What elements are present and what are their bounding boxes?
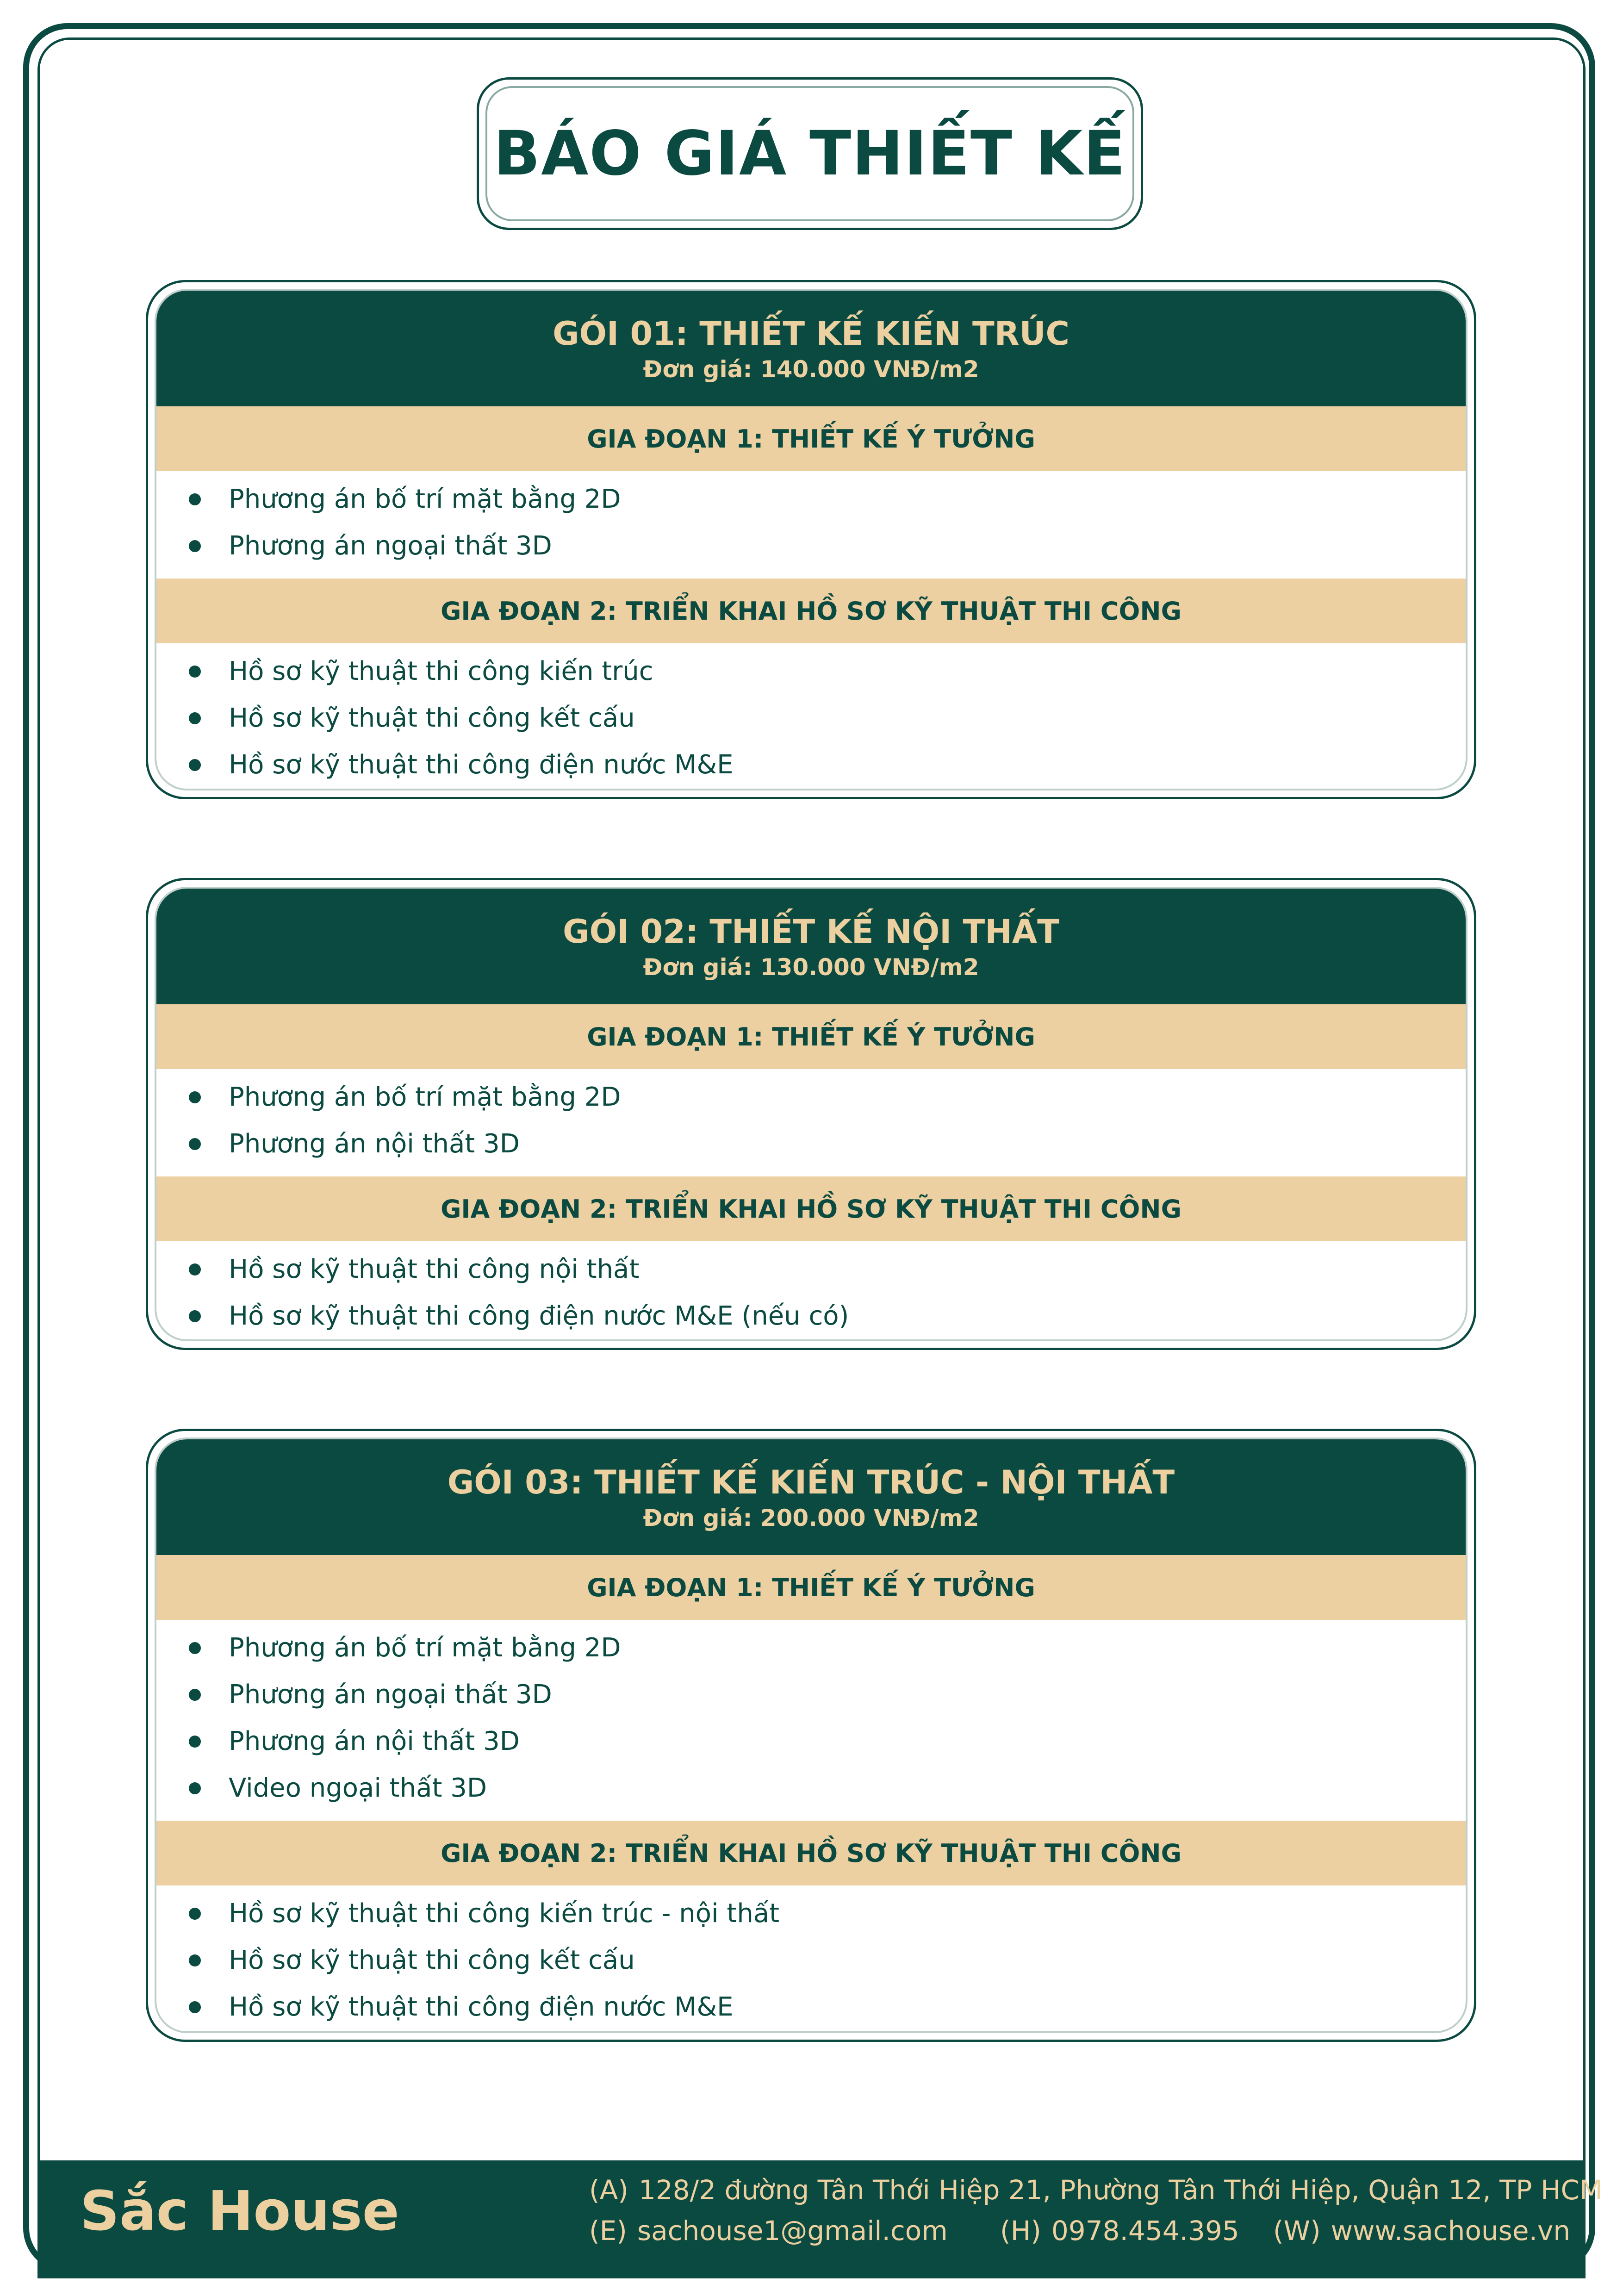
stage-1-items bbox=[156, 471, 1466, 579]
footer-phone bbox=[1000, 2215, 1239, 2246]
package-2 bbox=[146, 878, 1476, 1350]
page-title: BÁO GIÁ THIẾT KẾ bbox=[493, 118, 1126, 189]
stage-1-bar bbox=[156, 1555, 1466, 1620]
footer bbox=[37, 2160, 1603, 2278]
list-item bbox=[156, 476, 1466, 523]
footer-address bbox=[589, 2174, 1603, 2206]
address-text: 128/2 đường Tân Thới Hiệp 21, Phường Tân Thới Hiệp, Quận 12, TP HCM bbox=[638, 2174, 1603, 2206]
phone-label: (H) bbox=[1000, 2215, 1041, 2246]
web-label: (W) bbox=[1273, 2215, 1321, 2246]
list-item bbox=[156, 1624, 1466, 1671]
list-item bbox=[156, 1890, 1466, 1937]
footer-web bbox=[1273, 2215, 1570, 2246]
list-item bbox=[156, 1074, 1466, 1120]
list-item bbox=[156, 1984, 1466, 2030]
bullet-icon bbox=[189, 1091, 201, 1103]
stage-2-items bbox=[156, 643, 1466, 790]
bullet-icon bbox=[189, 1310, 201, 1322]
stage-2-title: GIA ĐOẠN 2: TRIỂN KHAI HỒ SƠ KỸ THUẬT THI CÔNG bbox=[441, 1194, 1181, 1224]
package-header bbox=[156, 1439, 1466, 1555]
list-item-text: Phương án bố trí mặt bằng 2D bbox=[229, 484, 621, 514]
package-header bbox=[156, 291, 1466, 406]
list-item bbox=[156, 1718, 1466, 1765]
footer-email bbox=[589, 2215, 948, 2246]
package-1-inner bbox=[155, 289, 1468, 790]
brand-name: Sắc House bbox=[80, 2179, 399, 2243]
bullet-icon bbox=[189, 1908, 201, 1920]
list-item-text: Phương án bố trí mặt bằng 2D bbox=[229, 1082, 621, 1112]
address-label: (A) bbox=[589, 2174, 628, 2206]
stage-2-items bbox=[156, 1241, 1466, 1341]
list-item bbox=[156, 1765, 1466, 1811]
list-item-text: Hồ sơ kỹ thuật thi công kiến trúc - nội thất bbox=[229, 1898, 780, 1929]
list-item-text: Phương án ngoại thất 3D bbox=[229, 531, 552, 561]
list-item-text: Hồ sơ kỹ thuật thi công điện nước M&E bbox=[229, 750, 734, 780]
stage-2-title: GIA ĐOẠN 2: TRIỂN KHAI HỒ SƠ KỸ THUẬT THI CÔNG bbox=[441, 1838, 1181, 1868]
list-item-text: Hồ sơ kỹ thuật thi công kết cấu bbox=[229, 703, 635, 733]
package-price: Đơn giá: 200.000 VNĐ/m2 bbox=[643, 1505, 979, 1531]
list-item bbox=[156, 648, 1466, 695]
stage-1-bar bbox=[156, 1004, 1466, 1069]
stage-1-title: GIA ĐOẠN 1: THIẾT KẾ Ý TƯỞNG bbox=[587, 1022, 1035, 1052]
phone-text[interactable]: 0978.454.395 bbox=[1051, 2215, 1239, 2246]
stage-2-bar bbox=[156, 1176, 1466, 1241]
package-price: Đơn giá: 140.000 VNĐ/m2 bbox=[643, 356, 979, 383]
list-item bbox=[156, 1293, 1466, 1339]
title-box bbox=[477, 77, 1143, 230]
stage-1-title: GIA ĐOẠN 1: THIẾT KẾ Ý TƯỞNG bbox=[587, 424, 1035, 454]
package-1 bbox=[146, 280, 1476, 799]
list-item-text: Hồ sơ kỹ thuật thi công điện nước M&E bbox=[229, 1992, 734, 2022]
web-text[interactable]: www.sachouse.vn bbox=[1331, 2215, 1571, 2246]
package-title: GÓI 03: THIẾT KẾ KIẾN TRÚC - NỘI THẤT bbox=[447, 1463, 1175, 1501]
bullet-icon bbox=[189, 712, 201, 724]
bullet-icon bbox=[189, 1736, 201, 1748]
list-item-text: Hồ sơ kỹ thuật thi công điện nước M&E (nếu có) bbox=[229, 1301, 849, 1331]
list-item-text: Hồ sơ kỹ thuật thi công kiến trúc bbox=[229, 656, 653, 686]
list-item bbox=[156, 1937, 1466, 1984]
package-price: Đơn giá: 130.000 VNĐ/m2 bbox=[643, 954, 979, 981]
stage-1-bar bbox=[156, 406, 1466, 471]
list-item-text: Phương án ngoại thất 3D bbox=[229, 1680, 552, 1710]
list-item-text: Phương án nội thất 3D bbox=[229, 1726, 520, 1756]
list-item-text: Hồ sơ kỹ thuật thi công kết cấu bbox=[229, 1945, 635, 1975]
package-title: GÓI 01: THIẾT KẾ KIẾN TRÚC bbox=[553, 315, 1070, 353]
list-item bbox=[156, 1671, 1466, 1718]
bullet-icon bbox=[189, 2001, 201, 2013]
list-item bbox=[156, 1246, 1466, 1293]
package-header bbox=[156, 889, 1466, 1004]
stage-1-items bbox=[156, 1069, 1466, 1176]
bullet-icon bbox=[189, 1263, 201, 1276]
package-2-inner bbox=[155, 887, 1468, 1341]
bullet-icon bbox=[189, 540, 201, 552]
bullet-icon bbox=[189, 666, 201, 678]
stage-1-items bbox=[156, 1620, 1466, 1821]
stage-1-title: GIA ĐOẠN 1: THIẾT KẾ Ý TƯỞNG bbox=[587, 1573, 1035, 1602]
list-item bbox=[156, 523, 1466, 569]
package-3-inner bbox=[155, 1437, 1468, 2033]
stage-2-bar bbox=[156, 1821, 1466, 1885]
stage-2-title: GIA ĐOẠN 2: TRIỂN KHAI HỒ SƠ KỸ THUẬT THI CÔNG bbox=[441, 596, 1181, 626]
bullet-icon bbox=[189, 1138, 201, 1150]
package-3 bbox=[146, 1429, 1476, 2042]
stage-2-items bbox=[156, 1885, 1466, 2033]
package-title: GÓI 02: THIẾT KẾ NỘI THẤT bbox=[563, 913, 1059, 951]
bullet-icon bbox=[189, 1954, 201, 1966]
list-item-text: Phương án nội thất 3D bbox=[229, 1129, 520, 1159]
email-text[interactable]: sachouse1@gmail.com bbox=[637, 2215, 948, 2246]
email-label: (E) bbox=[589, 2215, 627, 2246]
list-item-text: Video ngoại thất 3D bbox=[229, 1773, 487, 1803]
bullet-icon bbox=[189, 1782, 201, 1794]
stage-2-bar bbox=[156, 579, 1466, 643]
list-item bbox=[156, 1120, 1466, 1167]
list-item bbox=[156, 741, 1466, 788]
list-item-text: Phương án bố trí mặt bằng 2D bbox=[229, 1633, 621, 1663]
title-box-inner bbox=[485, 86, 1134, 221]
bullet-icon bbox=[189, 1689, 201, 1701]
bullet-icon bbox=[189, 493, 201, 505]
list-item-text: Hồ sơ kỹ thuật thi công nội thất bbox=[229, 1254, 640, 1284]
bullet-icon bbox=[189, 1642, 201, 1654]
bullet-icon bbox=[189, 759, 201, 771]
list-item bbox=[156, 695, 1466, 741]
